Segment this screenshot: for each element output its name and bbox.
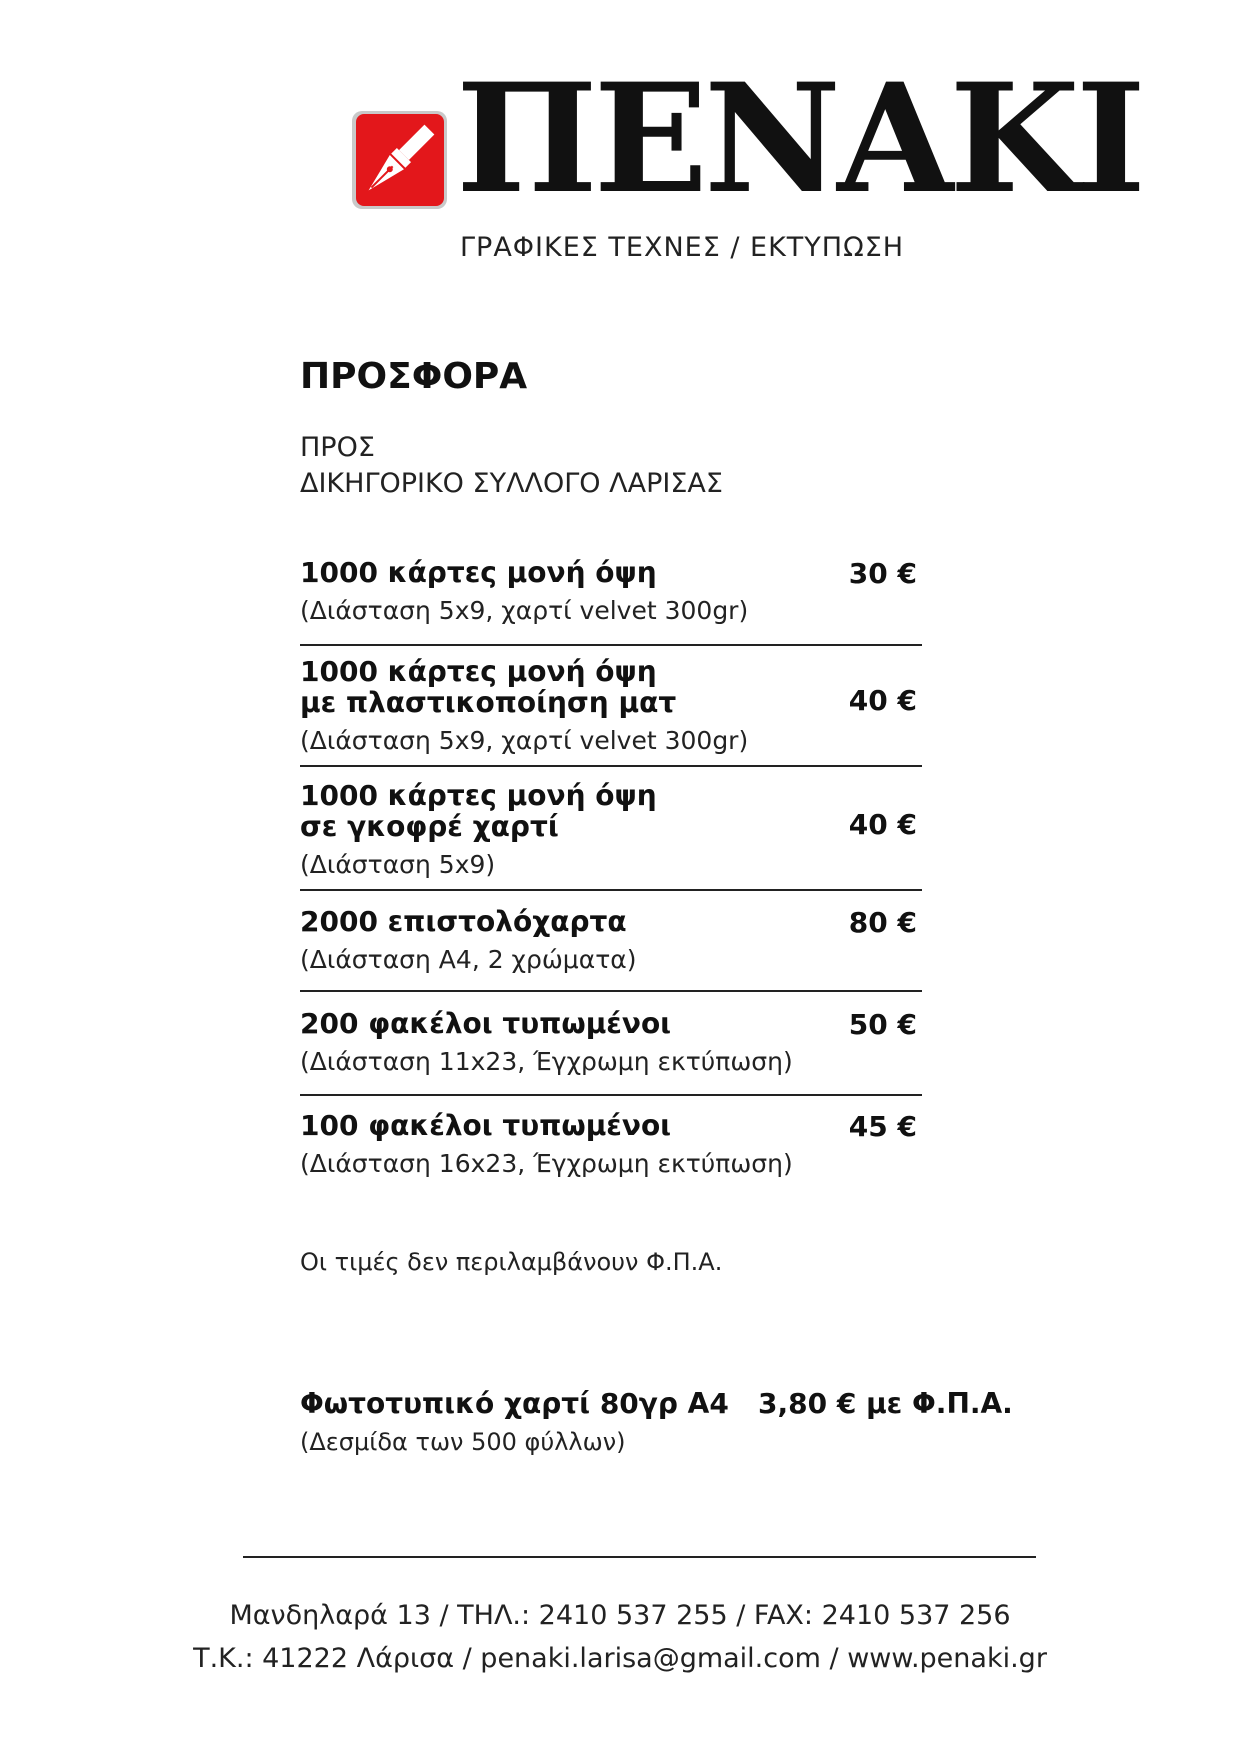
item-description: (Διάσταση 11x23, Έγχρωμη εκτύπωση) [300, 1047, 793, 1076]
divider [300, 889, 922, 891]
item-description: (Διάσταση 16x23, Έγχρωμη εκτύπωση) [300, 1149, 793, 1178]
price-item [300, 780, 920, 882]
item-description: (Διάσταση 5x9, χαρτί velvet 300gr) [300, 596, 749, 625]
item-name: 100 φακέλοι τυπωμένοι [300, 1109, 672, 1142]
divider [300, 990, 922, 992]
item-name-line-2: με πλαστικοποίηση ματ [300, 686, 677, 719]
item-price: 30 € [848, 557, 917, 590]
divider [300, 1094, 922, 1096]
item-name: 1000 κάρτες μονή όψη [300, 779, 657, 812]
recipient-line-1: ΠΡΟΣ [300, 432, 375, 463]
item-name: 1000 κάρτες μονή όψη [300, 655, 657, 688]
paper-name: Φωτοτυπικό χαρτί 80γρ Α4 [300, 1387, 729, 1420]
item-name: 1000 κάρτες μονή όψη [300, 556, 657, 589]
item-price: 40 € [848, 684, 917, 717]
paper-description: (Δεσμίδα των 500 φύλλων) [300, 1428, 626, 1456]
divider [300, 644, 922, 646]
vat-note: Οι τιμές δεν περιλαμβάνουν Φ.Π.Α. [300, 1248, 723, 1276]
price-item [300, 1110, 920, 1181]
pen-nib-icon [352, 111, 447, 209]
item-description: (Διάσταση Α4, 2 χρώματα) [300, 945, 637, 974]
item-name: 2000 επιστολόχαρτα [300, 905, 627, 938]
recipient-line-2: ΔΙΚΗΓΟΡΙΚΟ ΣΥΛΛΟΓΟ ΛΑΡΙΣΑΣ [300, 468, 723, 499]
item-price: 80 € [848, 906, 917, 939]
price-item [300, 557, 920, 628]
brand-logo [352, 51, 1143, 227]
item-name: 200 φακέλοι τυπωμένοι [300, 1007, 672, 1040]
price-item [300, 906, 920, 977]
divider [300, 765, 922, 767]
item-price: 50 € [848, 1008, 917, 1041]
offer-title: ΠΡΟΣΦΟΡΑ [300, 356, 528, 397]
item-price: 45 € [848, 1110, 917, 1143]
brand-tagline: ΓΡΑΦΙΚΕΣ ΤΕΧΝΕΣ / ΕΚΤΥΠΩΣΗ [460, 232, 905, 263]
footer-divider [243, 1556, 1036, 1558]
footer-contact-line: Τ.Κ.: 41222 Λάρισα / penaki.larisa@gmail.com / www.penaki.gr [193, 1643, 1047, 1674]
item-description: (Διάσταση 5x9) [300, 850, 496, 879]
item-description: (Διάσταση 5x9, χαρτί velvet 300gr) [300, 726, 749, 755]
offer-recipient [300, 430, 723, 502]
price-item [300, 656, 920, 758]
item-name-line-2: σε γκοφρέ χαρτί [300, 810, 559, 843]
item-price: 40 € [848, 808, 917, 841]
paper-price: 3,80 € με Φ.Π.Α. [758, 1387, 1013, 1420]
brand-wordmark: ΠΕΝΑΚΙ [456, 51, 1143, 227]
footer-address-line: Μανδηλαρά 13 / ΤΗΛ.: 2410 537 255 / FAX: 2410 537 256 [229, 1600, 1011, 1631]
price-item [300, 1008, 920, 1079]
